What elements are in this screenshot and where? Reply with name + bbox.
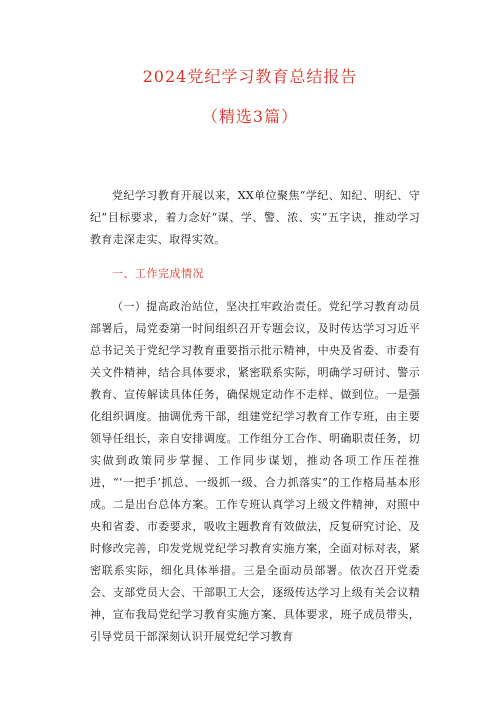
section-heading: 一、工作完成情况 — [112, 267, 204, 280]
document-subtitle: （精选3篇） — [201, 107, 299, 126]
document-title: 2024党纪学习教育总结报告 — [142, 67, 358, 86]
body-paragraph: （一）提高政治站位，坚决扛牢政治责任。党纪学习教育动员部署后，局党委第一时间组织召开专题会议，及时传达学习习近平总书记关于党纪学习教育重要指示批示精神，中央及省委、市委有关文件精神，结合具体要求，紧密联系实际，明确学习研讨、警示教育、宣传解读具体任务，确保规定动作不走样、做到位。一是强化组织调度。抽调优秀干部，组建党纪学习教育工作专班，由主要领导任组长，亲自安排调度。工作组分工合作、明确职责任务，切实做到政策同步掌握、工作同步谋划，推动各项工作压茬推进，“‘一把手’抓总、一级抓一级、合力抓落实”的工作格局基本形成。二是出台总体方案。工作专班认真学习上级文件精神，对照中央和省委、市委要求，吸收主题教育有效做法，反复研究讨论、及时修改完善，印发党规党纪学习教育实施方案，全面对标对表，紧密联系实际，细化具体举措。三是全面动员部署。依次召开党委会、支部党员大会、干部职工大会，逐级传达学习上级有关会议精神，宣布我局党纪学习教育实施方案、具体要求，班子成员带头，引导党员干部深刻认识开展党纪学习教育 — [90, 300, 420, 643]
intro-paragraph: 党纪学习教育开展以来，XX单位聚焦“学纪、知纪、明纪、守纪”目标要求，着力念好“谋、学、警、浓、实”五字诀，推动学习教育走深走实、取得实效。 — [90, 189, 420, 246]
